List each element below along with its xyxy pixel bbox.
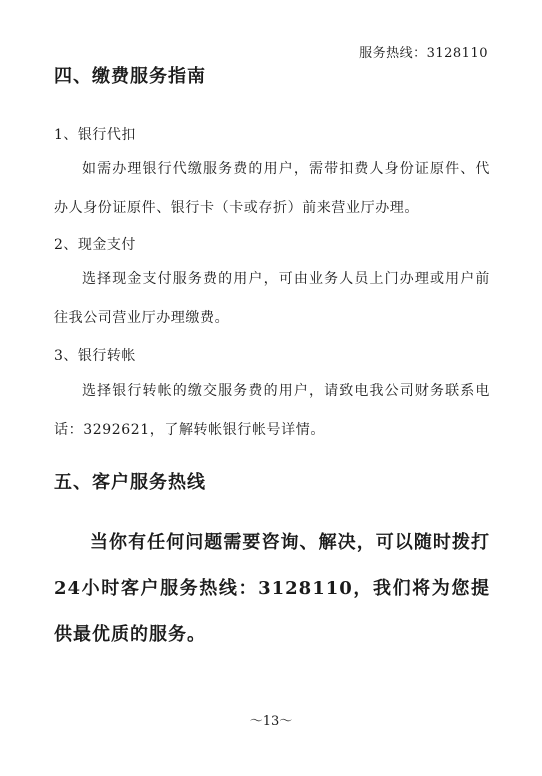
section-5-text: 当你有任何问题需要咨询、解决，可以随时拨打24小时客户服务热线：3128110，我们将为您提供最优质的服务。 <box>54 532 490 645</box>
section-4-title: 四、缴费服务指南 <box>54 66 206 87</box>
page-number: ～13～ <box>249 714 293 729</box>
item-2-heading: 2、现金支付 <box>54 237 136 253</box>
hotline-header: 服务热线：3128110 <box>359 46 488 61</box>
item-1-heading: 1、银行代扣 <box>54 127 136 143</box>
item-3-text: 选择银行转帐的缴交服务费的用户，请致电我公司财务联系电话：3292621，了解转帐银行帐号详情。 <box>54 383 490 438</box>
item-1-text: 如需办理银行代缴服务费的用户，需带扣费人身份证原件、代办人身份证原件、银行卡（卡或存折）前来营业厅办理。 <box>54 161 490 216</box>
section-5-title: 五、客户服务热线 <box>54 472 206 493</box>
item-3-heading: 3、银行转帐 <box>54 348 136 364</box>
item-2-text: 选择现金支付服务费的用户，可由业务人员上门办理或用户前往我公司营业厅办理缴费。 <box>54 271 490 326</box>
